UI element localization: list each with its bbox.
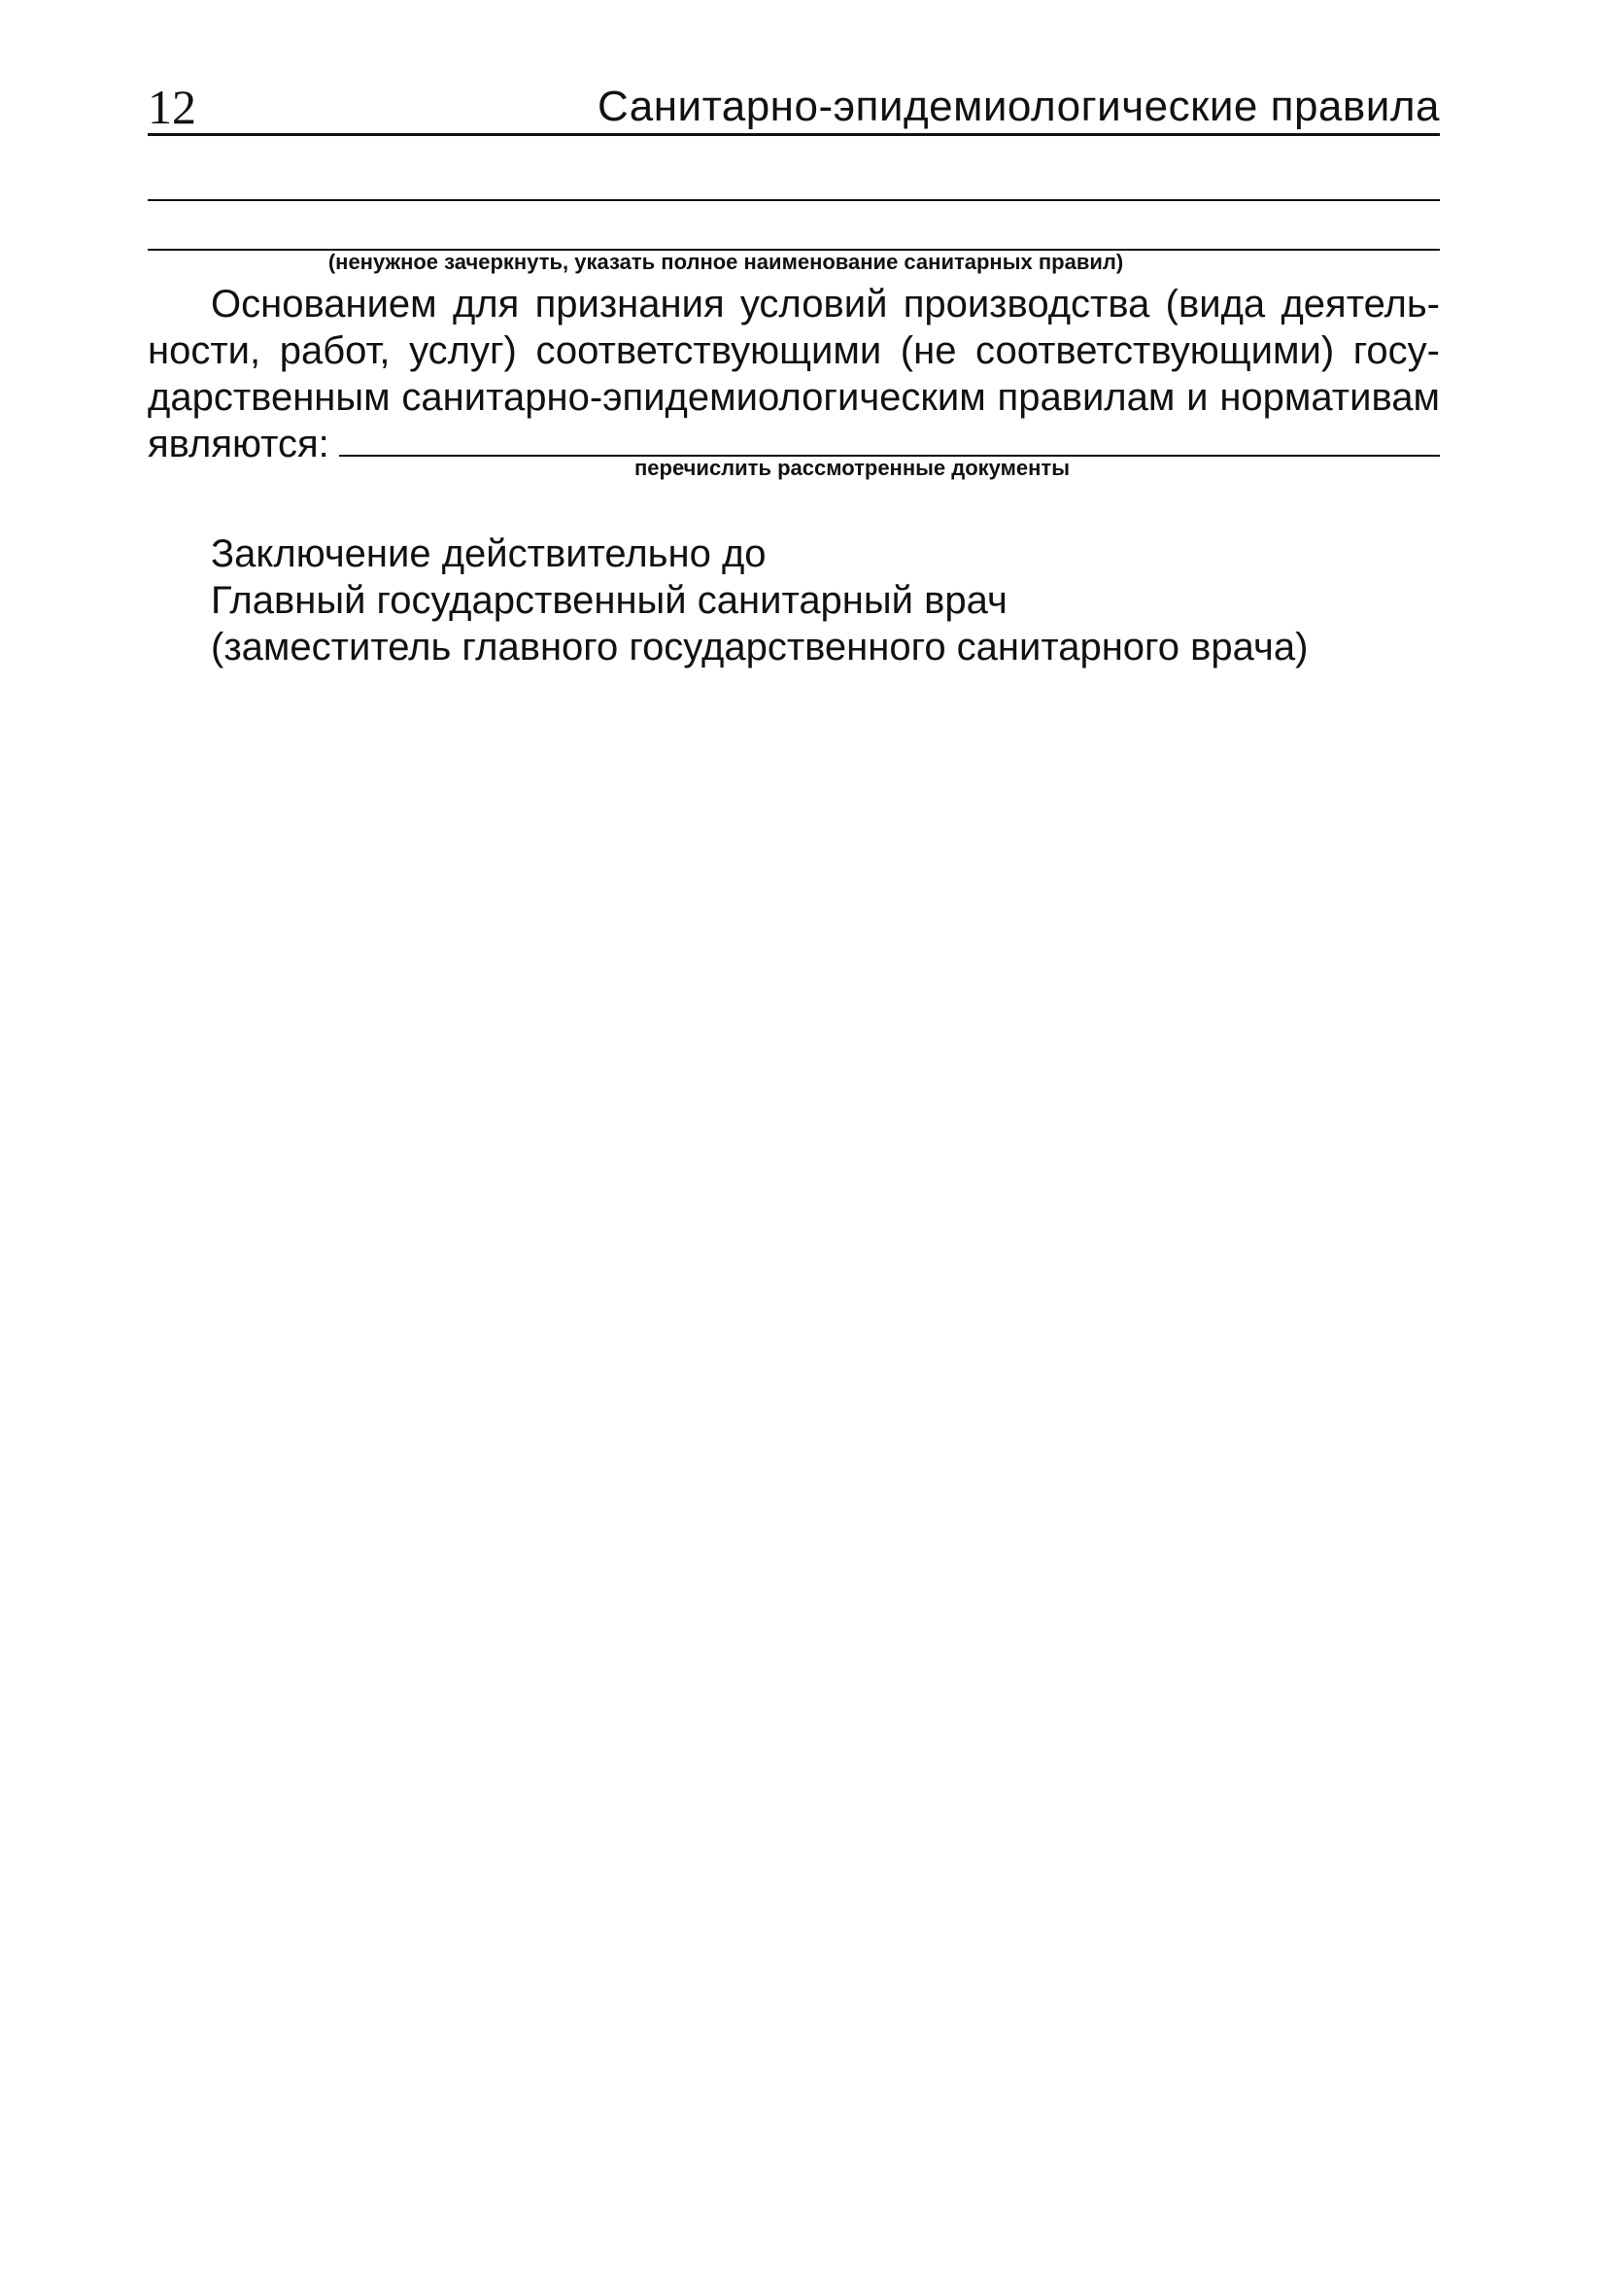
documents-caption: перечислить рассмотренные документы — [634, 456, 1070, 480]
running-title: Санитарно-эпидемиологические правила — [597, 83, 1440, 130]
chief-doctor-line: Главный государственный санитарный врач — [211, 579, 1008, 622]
paragraph-line: Основанием для признания условий производства (вида деятель- — [211, 283, 1440, 326]
documents-label: являются: — [148, 423, 329, 465]
grounds-paragraph — [148, 281, 1440, 467]
page-number: 12 — [148, 80, 196, 134]
blank-fill-line-1 — [148, 199, 1440, 201]
valid-until-line: Заключение действительно до — [211, 532, 767, 575]
paragraph-line: дарственным санитарно-эпидемиологическим правилам и нормативам — [148, 376, 1440, 419]
closing-block — [211, 531, 1308, 670]
running-header — [148, 78, 1440, 136]
header-rule — [148, 133, 1440, 136]
paragraph-line: ности, работ, услуг) соответствующими (не соответствующими) госу- — [148, 329, 1440, 372]
deputy-line: (заместитель главного государственного санитарного врача) — [211, 626, 1309, 668]
documents-fill-line — [339, 422, 1440, 457]
rules-name-caption: (ненужное зачеркнуть, указать полное наименование санитарных правил) — [327, 250, 1124, 274]
